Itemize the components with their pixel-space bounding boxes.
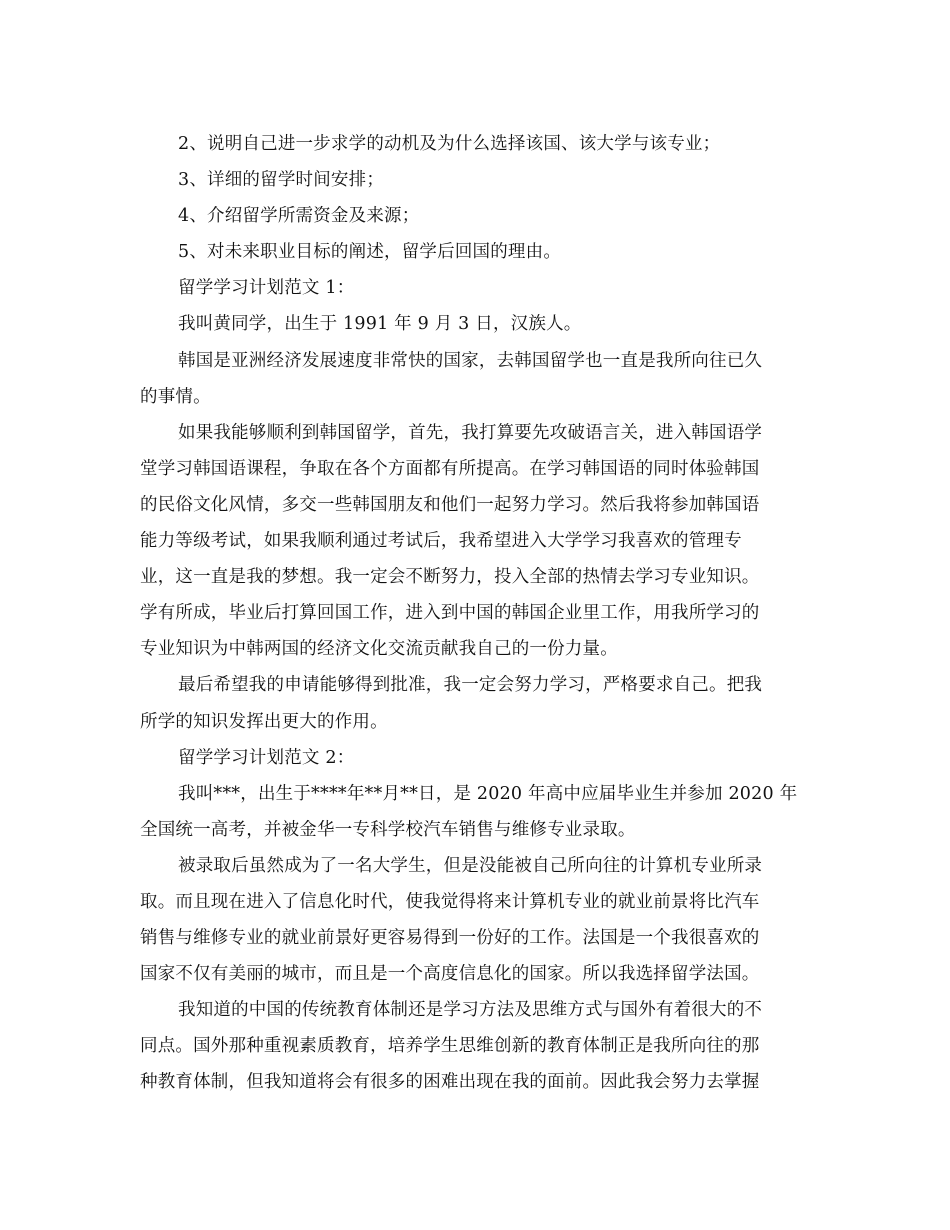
paragraph-line: 的事情。	[140, 386, 211, 407]
list-item-2: 2、说明自己进一步求学的动机及为什么选择该国、该大学与该专业；	[178, 134, 721, 154]
paragraph-line: 种教育体制，但我知道将会有很多的困难出现在我的面前。因此我会努力去掌握	[140, 1072, 760, 1093]
paragraph-line: 我知道的中国的传统教育体制还是学习方法及思维方式与国外有着很大的不	[178, 1000, 763, 1021]
paragraph-line: 如果我能够顺利到韩国留学，首先，我打算要先攻破语言关，进入韩国语学	[178, 422, 763, 443]
list-item-5: 5、对未来职业目标的阐述，留学后回国的理由。	[178, 242, 562, 263]
paragraph-line: 同点。国外那种重视素质教育，培养学生思维创新的教育体制正是我所向往的那	[140, 1036, 760, 1057]
paragraph-line: 所学的知识发挥出更大的作用。	[140, 711, 388, 732]
paragraph-line: 能力等级考试，如果我顺利通过考试后，我希望进入大学学习我喜欢的管理专	[140, 531, 742, 552]
paragraph-line: 学有所成，毕业后打算回国工作，进入到中国的韩国企业里工作，用我所学习的	[140, 603, 760, 624]
section-heading-sample-2: 留学学习计划范文 2：	[178, 747, 355, 768]
list-item-4: 4、介绍留学所需资金及来源；	[178, 206, 420, 227]
paragraph-line: 我叫黄同学，出生于 1991 年 9 月 3 日，汉族人。	[178, 314, 582, 335]
paragraph-line: 全国统一高考，并被金华一专科学校汽车销售与维修专业录取。	[140, 819, 636, 840]
paragraph-line: 韩国是亚洲经济发展速度非常快的国家，去韩国留学也一直是我所向往已久	[178, 350, 763, 371]
list-item-3: 3、详细的留学时间安排；	[178, 170, 385, 191]
paragraph-line: 最后希望我的申请能够得到批准，我一定会努力学习，严格要求自己。把我	[178, 675, 763, 696]
paragraph-line: 被录取后虽然成为了一名大学生，但是没能被自己所向往的计算机专业所录	[178, 855, 763, 876]
paragraph-line: 专业知识为中韩两国的经济文化交流贡献我自己的一份力量。	[140, 639, 618, 660]
paragraph-line: 的民俗文化风情，多交一些韩国朋友和他们一起努力学习。然后我将参加韩国语	[140, 494, 760, 515]
paragraph-line: 我叫***，出生于****年**月**日，是 2020 年高中应届毕业生并参加 2020 年	[178, 783, 798, 804]
paragraph-line: 销售与维修专业的就业前景好更容易得到一份好的工作。法国是一个我很喜欢的	[140, 928, 760, 949]
section-heading-sample-1: 留学学习计划范文 1：	[178, 278, 355, 299]
paragraph-line: 国家不仅有美丽的城市，而且是一个高度信息化的国家。所以我选择留学法国。	[140, 964, 760, 985]
paragraph-line: 业，这一直是我的梦想。我一定会不断努力，投入全部的热情去学习专业知识。	[140, 567, 760, 588]
paragraph-line: 取。而且现在进入了信息化时代，使我觉得将来计算机专业的就业前景将比汽车	[140, 891, 760, 912]
document-body	[140, 126, 802, 1101]
paragraph-line: 堂学习韩国语课程，争取在各个方面都有所提高。在学习韩国语的同时体验韩国	[140, 458, 760, 479]
